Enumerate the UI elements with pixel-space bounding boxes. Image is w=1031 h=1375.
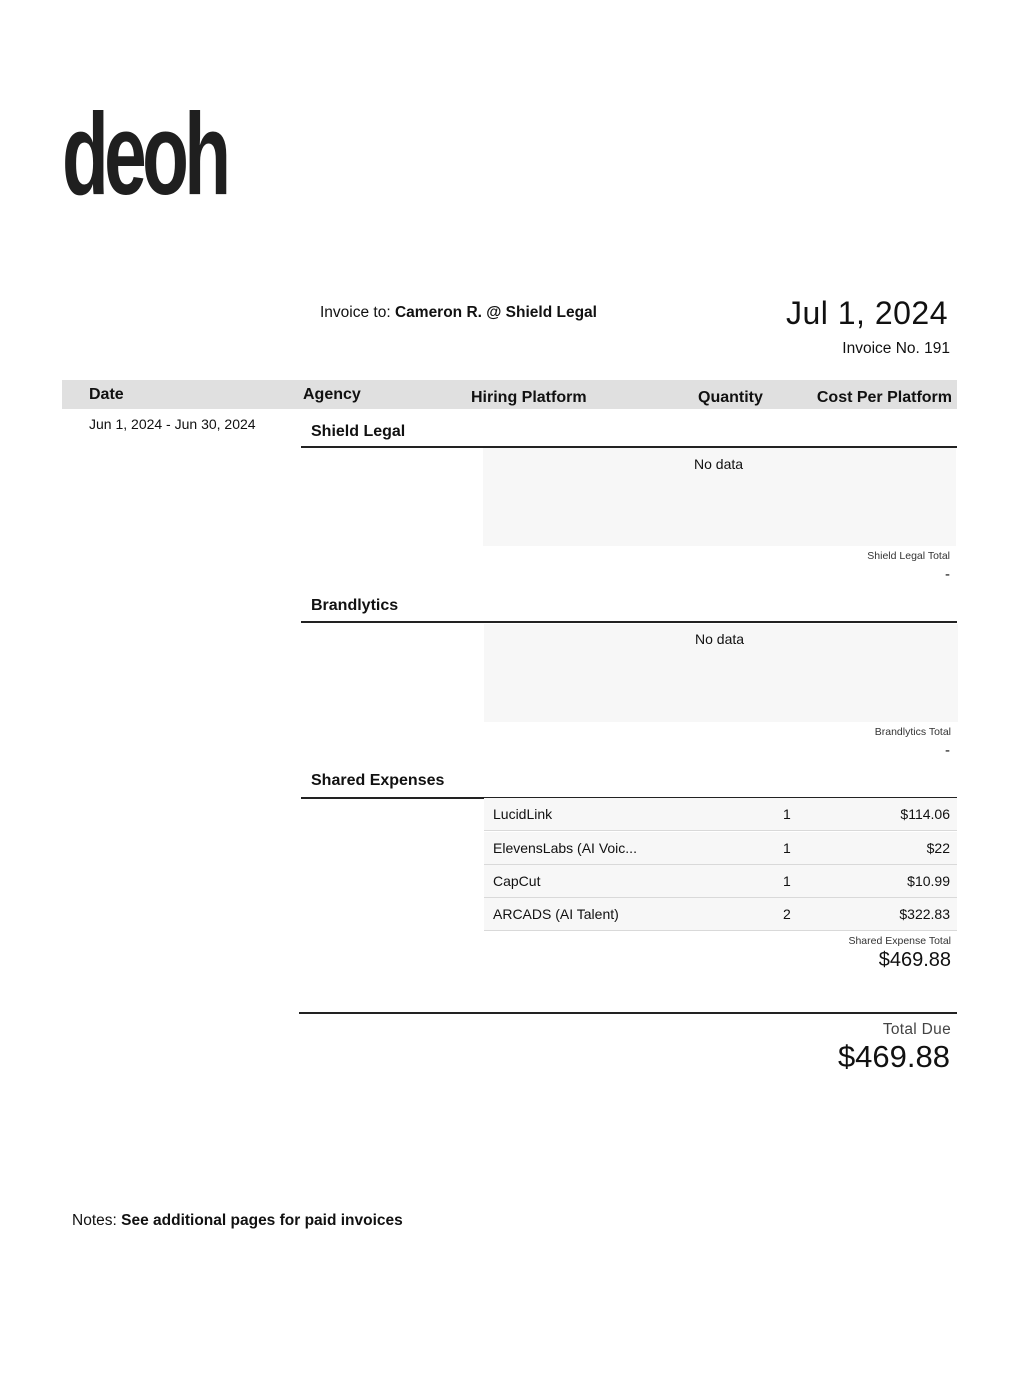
column-header-quantity: Quantity <box>698 389 763 406</box>
notes-label: Notes: <box>72 1212 117 1229</box>
invoice-number: Invoice No. 191 <box>842 340 950 357</box>
no-data-message: No data <box>695 631 745 647</box>
invoice-notes <box>72 1212 403 1230</box>
agency-total-label: Brandlytics Total <box>874 726 951 738</box>
invoice-to-name: Cameron R. @ Shield Legal <box>394 304 597 321</box>
column-header-hiring-platform: Hiring Platform <box>471 389 587 406</box>
platform-name: CapCut <box>493 873 541 889</box>
agency-total-value: - <box>945 566 950 583</box>
total-due-label: Total Due <box>882 1021 951 1038</box>
platform-cost: $114.06 <box>900 806 950 822</box>
platform-quantity: 1 <box>783 873 791 889</box>
invoice-to-label: Invoice to: <box>320 304 391 321</box>
platform-name: ARCADS (AI Talent) <box>493 906 619 922</box>
platform-name: ElevensLabs (AI Voic... <box>493 840 637 856</box>
table-row <box>484 898 957 931</box>
section-divider <box>301 621 957 623</box>
platform-cost: $322.83 <box>899 906 950 922</box>
no-data-message: No data <box>694 456 744 472</box>
table-row <box>484 798 957 831</box>
agency-total-label: Shield Legal Total <box>867 550 950 562</box>
agency-total-value: - <box>945 742 950 759</box>
invoice-recipient <box>320 304 597 322</box>
platform-quantity: 1 <box>783 806 791 822</box>
platform-cost: $22 <box>926 840 950 856</box>
table-row <box>484 832 957 865</box>
invoice-date: Jul 1, 2024 <box>785 295 948 331</box>
agency-name: Shared Expenses <box>311 772 445 789</box>
column-header-agency: Agency <box>303 386 361 403</box>
agency-name: Brandlytics <box>311 597 399 614</box>
platform-name: LucidLink <box>493 806 553 822</box>
company-logo: deoh <box>62 89 227 219</box>
column-header-cost-per-platform: Cost Per Platform <box>816 389 952 406</box>
platform-quantity: 2 <box>783 906 791 922</box>
column-header-date: Date <box>89 386 124 403</box>
shared-expense-total-label: Shared Expense Total <box>848 935 951 947</box>
platform-cost: $10.99 <box>907 873 950 889</box>
total-due-value: $469.88 <box>837 1039 950 1074</box>
platform-quantity: 1 <box>783 840 791 856</box>
shared-expense-total-value: $469.88 <box>878 949 951 971</box>
billing-date-range: Jun 1, 2024 - Jun 30, 2024 <box>89 416 256 432</box>
table-row <box>484 865 957 898</box>
total-divider <box>299 1012 957 1014</box>
notes-text: See additional pages for paid invoices <box>121 1212 403 1229</box>
agency-name: Shield Legal <box>311 423 406 440</box>
